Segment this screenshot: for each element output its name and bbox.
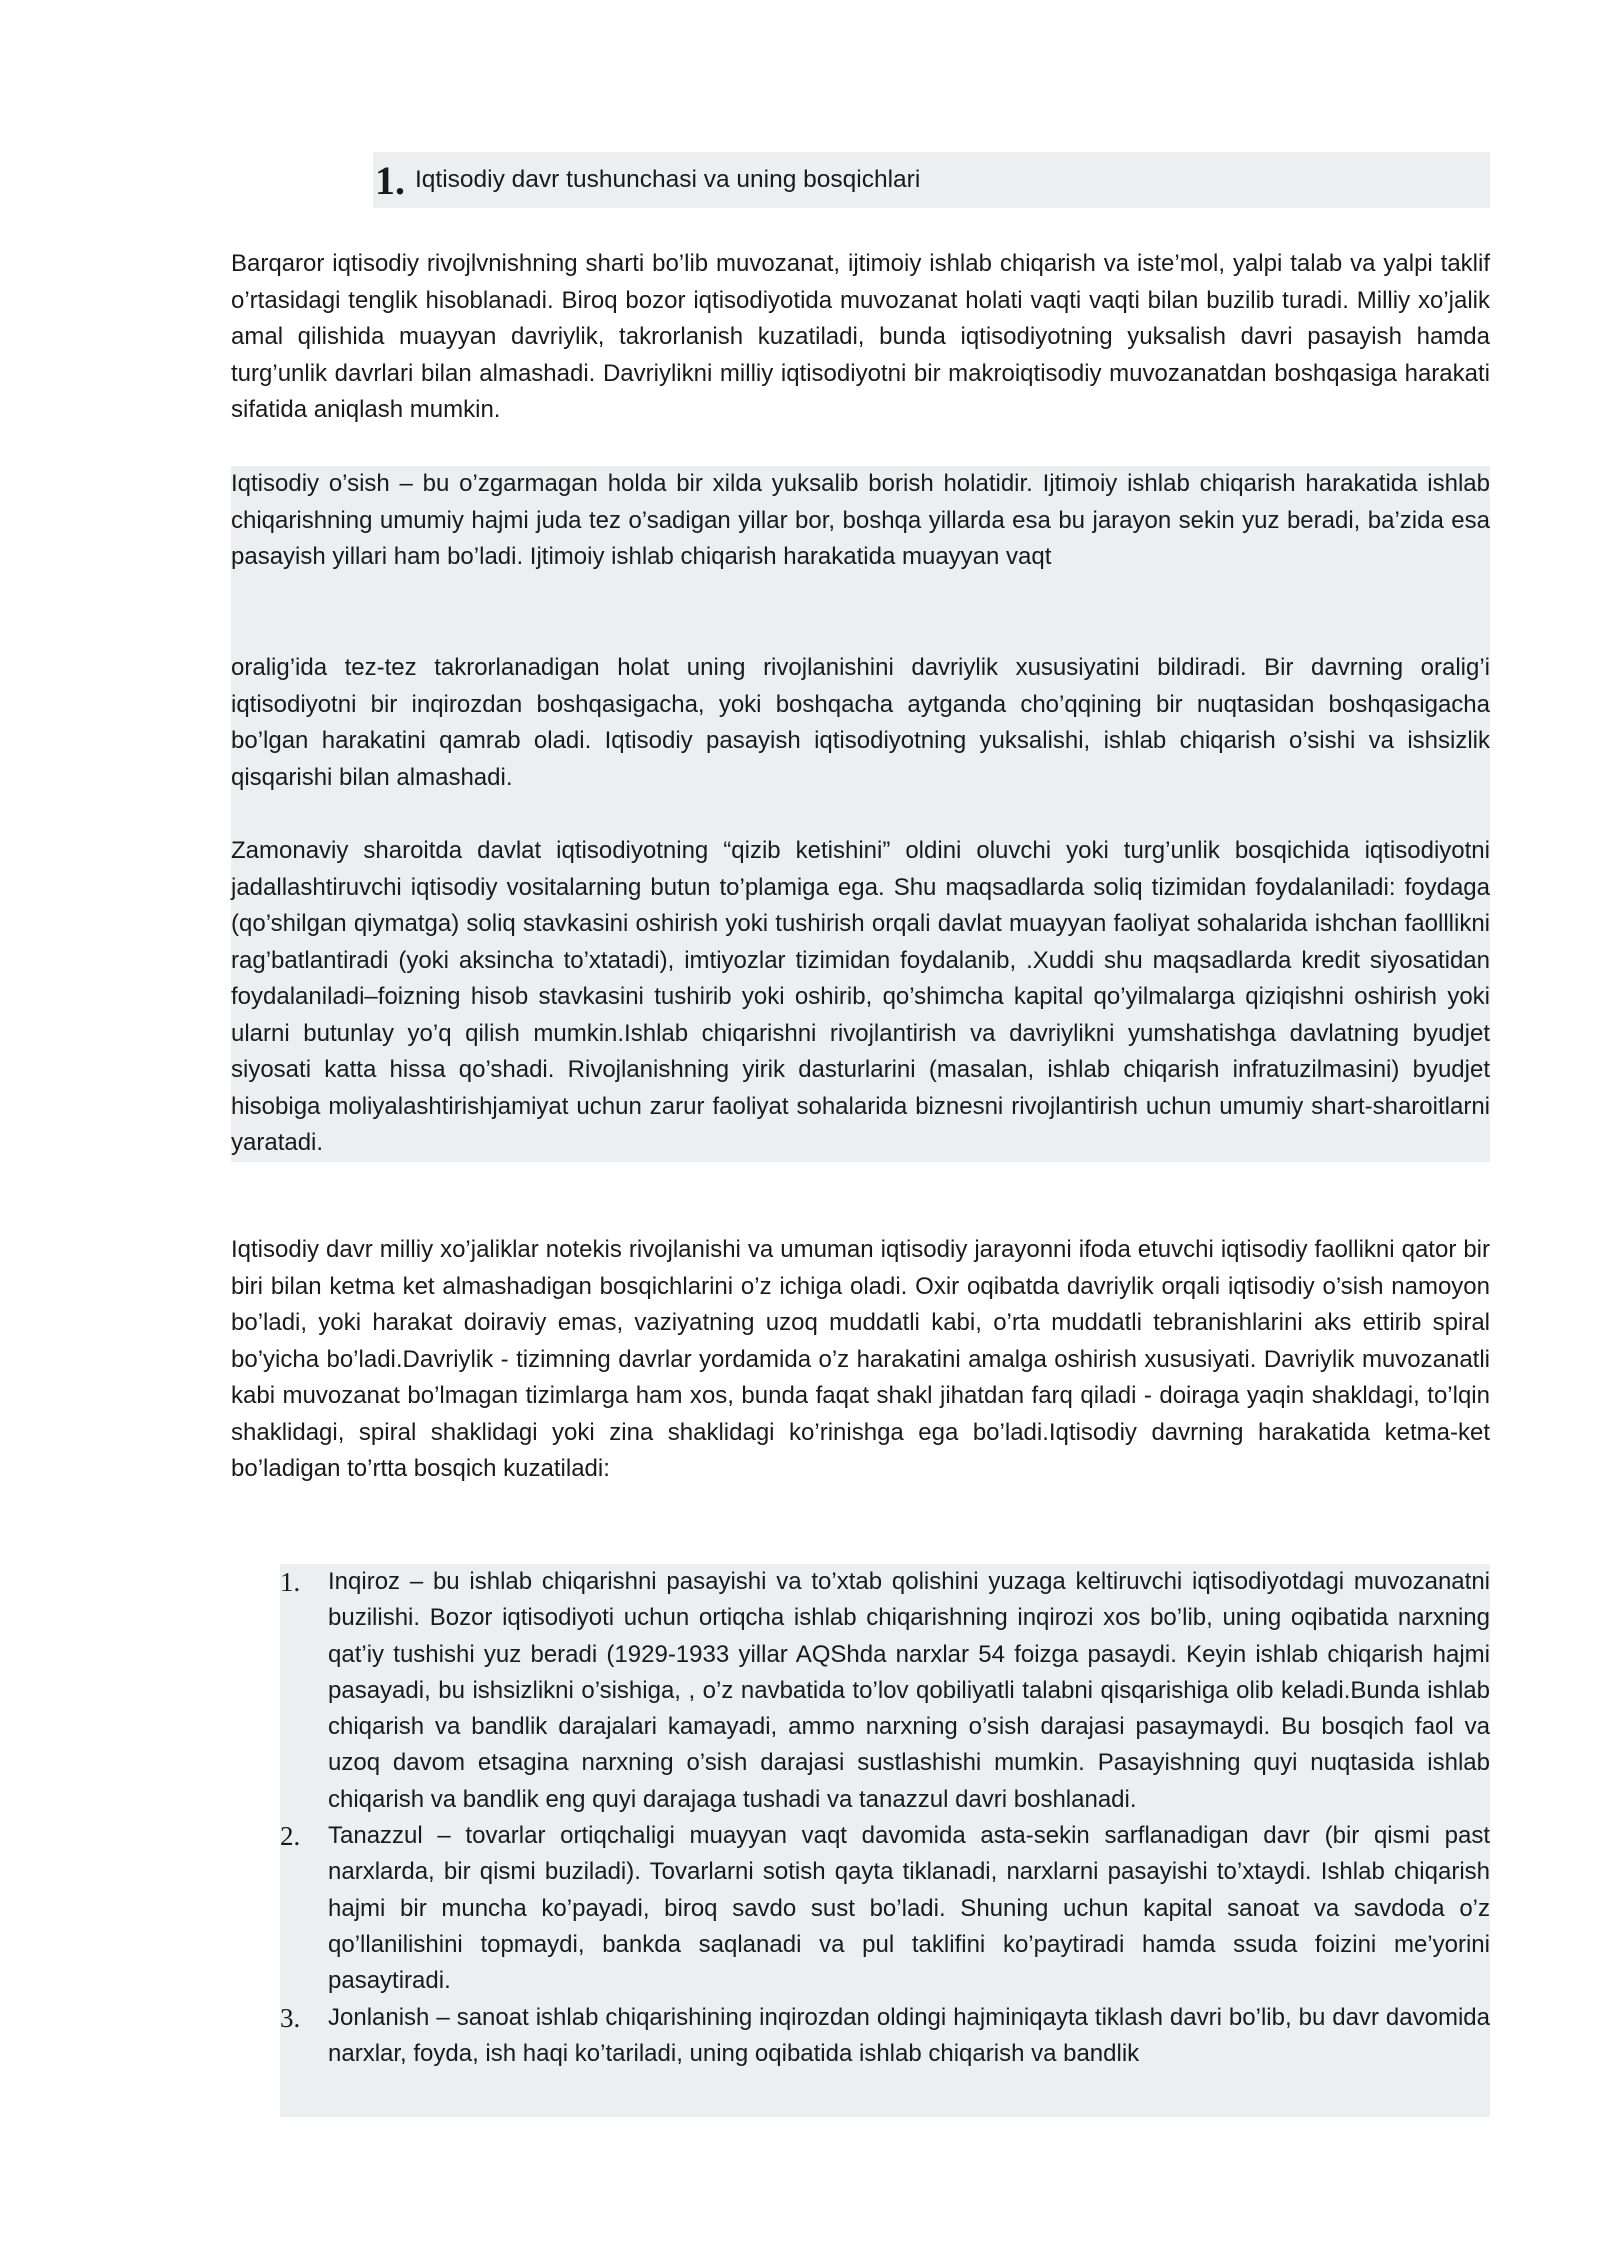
list-marker: 2. xyxy=(280,1821,301,1852)
heading-title: Iqtisodiy davr tushunchasi va uning bosqichlari xyxy=(415,166,921,193)
paragraph-economic-cycle: Iqtisodiy davr milliy xo’jaliklar notekis rivojlanishi va umuman iqtisodiy jarayonni ifoda etuvchi iqtisodiy faollikni qator bir biri bilan ketma ket almashadigan bosqichlarini o’z ichiga oladi. Oxir oqibatda davriylik orqali iqtisodiy o’sish namoyon bo’ladi, yoki harakat doiraviy emas, vaziyatning uzoq muddatli kabi, o’rta muddatli tebranishlarini aks ettirib spiral bo’yicha bo’ladi.Davriylik - tizimning davrlar yordamida o’z harakatini amalga oshirish xususiyati. Davriylik muvozanatli kabi muvozanat bo’lmagan tizimlarga ham xos, bunda faqat shakl jihatdan farq qiladi - doiraga yaqin shakldagi, to’lqin shaklidagi, spiral shaklidagi yoki zina shaklidagi ko’rinishga ega bo’ladi.Iqtisodiy davrning harakatida ketma-ket bo’ladigan to’rtta bosqich kuzatiladi: xyxy=(231,1236,1490,1482)
section-heading xyxy=(373,152,1490,208)
list-item-text: Jonlanish – sanoat ishlab chiqarishining inqirozdan oldingi hajminiqayta tiklash davri bo’lib, bu davr davomida narxlar, foyda, ish haqi ko’tariladi, uning oqibatida ishlab chiqarish va bandlik xyxy=(328,2003,1490,2067)
list-marker: 1. xyxy=(280,1567,301,1597)
cycle-phases-list xyxy=(280,1564,1490,2117)
highlight-gap xyxy=(231,796,1490,833)
highlight-gap xyxy=(231,612,1490,650)
paragraph-growth: Iqtisodiy o’sish – bu o’zgarmagan holda bir xilda yuksalib borish holatidir. Ijtimoiy ishlab chiqarish harakatida ishlab chiqarishning umumiy hajmi juda tez o’sadigan yillar bor, boshqa yillarda esa bu jarayon sekin yuz beradi, ba’zida esa pasayish yillari ham bo’ladi. Ijtimoiy ishlab chiqarish harakatida muayyan vaqt xyxy=(231,466,1490,612)
list-item-text: Inqiroz – bu ishlab chiqarishni pasayishi va to’xtab qolishini yuzaga keltiruvchi iqtisodiyotdagi muvozanatni buzilishi. Bozor iqtisodiyoti uchun ortiqcha ishlab chiqarishning inqirozi xos bo’lib, uning oqibatida narxning qat’iy tushishi yuz beradi (1929-1933 yillar AQShda narxlar 54 foizga pasaydi. Keyin ishlab chiqarish hajmi pasayadi, bu ishsizlikni o’sishiga, , o’z navbatida to’lov qobiliyatli talabni qisqarishiga olib keladi.Bunda ishlab chiqarish va bandlik darajalari kamayadi, ammo narxning o’sish darajasi pasaymaydi. Bu bosqich faol va uzoq davom etsagina narxning o’sish darajasi sustlashishi mumkin. Pasayishning quyi nuqtasida ishlab chiqarish va bandlik eng quyi darajaga tushadi va tanazzul davri boshlanadi. xyxy=(328,1568,1490,1813)
heading-number: 1. xyxy=(375,157,405,203)
list-item xyxy=(280,1564,1490,1818)
list-item-text: Tanazzul – tovarlar ortiqchaligi muayyan vaqt davomida asta-sekin sarflanadigan davr (bir qismi past narxlarda, bir qismi buziladi). Tovarlarni sotish qayta tiklanadi, narxlarni pasayishi to’xtaydi. Ishlab chiqarish hajmi bir muncha ko’payadi, biroq savdo sust bo’ladi. Shuning uchun kapital sanoat va savdoda o’z qo’llanilishini topmaydi, bankda saqlanadi va pul taklifini ko’paytiradi hamda ssuda foizini me’yorini pasaytiradi. xyxy=(328,1822,1490,1995)
paragraph-cycle-interval: oralig’ida tez-tez takrorlanadigan holat uning rivojlanishini davriylik xususiyatini bildiradi. Bir davrning oralig’i iqtisodiyotni bir inqirozdan boshqasigacha, yoki boshqacha aytganda cho’qqining bir nuqtasidan boshqasigacha bo’lgan harakatini qamrab oladi. Iqtisodiy pasayish iqtisodiyotning yuksalishi, ishlab chiqarish o’sishi va ishsizlik qisqarishi bilan almashadi. xyxy=(231,650,1490,796)
list-marker: 3. xyxy=(280,2002,301,2033)
paragraph-intro: Barqaror iqtisodiy rivojlvnishning sharti bo’lib muvozanat, ijtimoiy ishlab chiqarish va iste’mol, yalpi talab va yalpi taklif o’rtasidagi tenglik hisoblanadi. Biroq bozor iqtisodiyotida muvozanat holati vaqti vaqti bilan buzilib turadi. Milliy xo’jalik amal qilishida muayyan davriylik, takrorlanish kuzatiladi, bunda iqtisodiyotning yuksalish davri pasayish hamda turg’unlik davrlari bilan almashadi. Davriylikni milliy iqtisodiyotni bir makroiqtisodiy muvozanatdan boshqasiga harakati sifatida aniqlash mumkin. xyxy=(231,250,1490,423)
list-item xyxy=(280,2000,1490,2073)
list-item xyxy=(280,1818,1490,1999)
paragraph-state-policy: Zamonaviy sharoitda davlat iqtisodiyotning “qizib ketishini” oldini oluvchi yoki turg’unlik bosqichida iqtisodiyotni jadallashtiruvchi iqtisodiy vositalarning butun to’plamiga ega. Shu maqsadlarda soliq tizimidan foydalaniladi: foydaga (qo’shilgan qiymatga) soliq stavkasini oshirish yoki tushirish orqali davlat muayyan faoliyat sohalarida ishchan faolllikni rag’batlantiradi (yoki aksincha to’xtatadi), imtiyozlar tizimidan foydalanib, .Xuddi shu maqsadlarda kredit siyosatidan foydalaniladi–foizning hisob stavkasini tushirib yoki oshirib, qo’shimcha kapital qo’yilmalarga qiziqishni oshirish yoki ularni butunlay yo’q qilish mumkin.Ishlab chiqarishni rivojlantirish va davriylikni yumshatishga davlatning byudjet siyosati katta hissa qo’shadi. Rivojlanishning yirik dasturlarini (masalan, ishlab chiqarish infratuzilmasini) byudjet hisobiga moliyalashtirishjamiyat uchun zarur faoliyat sohalarida biznesni rivojlantirish uchun umumiy shart-sharoitlarni yaratadi. xyxy=(231,833,1490,1162)
